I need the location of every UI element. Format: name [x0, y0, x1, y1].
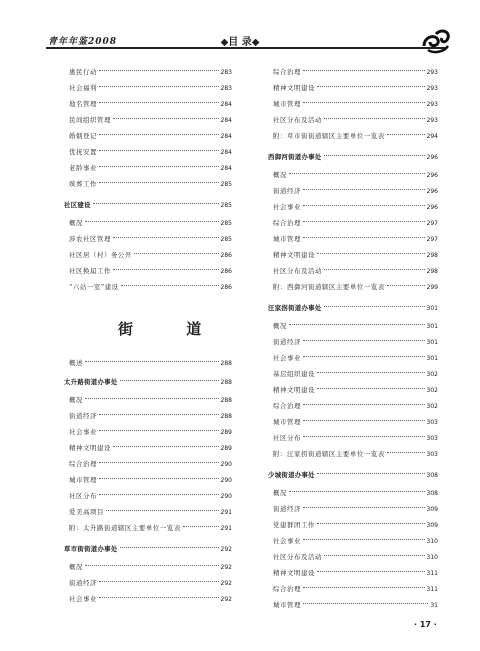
toc-page-number: 296: [426, 204, 438, 211]
toc-page-number: 286: [220, 268, 232, 275]
toc-entry-title: 城市管理: [273, 601, 301, 609]
toc-entry-title: 街道经济: [69, 579, 97, 587]
toc-page-number: 301: [426, 339, 438, 346]
dot-leader: [303, 507, 425, 508]
toc-page-number: 303: [426, 435, 438, 442]
toc-page-number: 292: [220, 564, 232, 571]
toc-entry: [64, 426, 232, 438]
toc-entry: [268, 201, 438, 213]
toc-page-number: 298: [426, 268, 438, 275]
toc-entry-title: 综合治理: [273, 219, 301, 227]
dot-leader: [99, 597, 219, 598]
toc-page-number: 290: [220, 493, 232, 500]
dot-leader: [324, 306, 425, 307]
toc-entry-title: 社区换届工作: [69, 267, 111, 275]
toc-page-number: 296: [426, 188, 438, 195]
dot-leader: [387, 285, 425, 286]
toc-entry-title: 附：汪家拐街道辖区主要单位一览表: [273, 450, 385, 458]
toc-page-number: 308: [426, 472, 438, 479]
dot-leader: [303, 420, 425, 421]
toc-entry-title: 综合治理: [273, 68, 301, 76]
toc-entry: [268, 535, 438, 547]
toc-entry: [64, 162, 232, 174]
toc-page-number: 303: [426, 451, 438, 458]
toc-entry-title: 概况: [273, 322, 287, 330]
toc-page-number: 283: [220, 69, 232, 76]
toc-page-number: 308: [426, 490, 438, 497]
toc-entry-title: 概述: [69, 359, 83, 367]
toc-entry-title: 概况: [69, 396, 83, 404]
toc-page-number: 284: [220, 149, 232, 156]
toc-entry-title: 精神文明建设: [273, 251, 315, 259]
dot-leader: [303, 102, 425, 103]
toc-entry: [268, 432, 438, 444]
dot-leader: [85, 361, 219, 362]
toc-page-number: 303: [426, 419, 438, 426]
toc-entry: [64, 357, 232, 369]
dot-leader: [317, 473, 425, 474]
toc-entry-title: 西御河街道办事处: [268, 153, 322, 161]
toc-entry: [64, 458, 232, 470]
toc-entry: [64, 233, 232, 245]
yearbook-title: 青年年鉴2008: [48, 37, 118, 47]
toc-page-number: 31: [430, 602, 438, 609]
toc-page-number: 288: [220, 413, 232, 420]
toc-page-number: 298: [426, 252, 438, 259]
toc-page-number: 301: [426, 355, 438, 362]
toc-entry-title: 党建群团工作: [273, 521, 315, 529]
toc-entry: [64, 98, 232, 110]
toc-entry-title: 概况: [273, 489, 287, 497]
toc-entry: [64, 490, 232, 502]
toc-entry: [268, 567, 438, 579]
dot-leader: [99, 182, 219, 183]
toc-entry-title: 街道经济: [69, 412, 97, 420]
toc-entry-title: 社区分布及活动: [273, 553, 322, 561]
toc-page-number: 301: [426, 305, 438, 312]
toc-entry: [64, 130, 232, 142]
dot-leader: [324, 118, 425, 119]
toc-page-number: 289: [220, 445, 232, 452]
toc-entry: [268, 448, 438, 460]
toc-section-heading: [268, 469, 438, 481]
toc-page-number: 291: [220, 509, 232, 516]
toc-entry-title: 城市管理: [273, 100, 301, 108]
dot-leader: [324, 269, 425, 270]
dot-leader: [99, 150, 219, 151]
toc-page-number: 309: [426, 506, 438, 513]
toc-entry-title: 民间组织管理: [69, 116, 111, 124]
toc-entry-title: 基层组织建设: [273, 370, 315, 378]
toc-entry: [64, 265, 232, 277]
dot-leader: [303, 603, 428, 604]
dot-leader: [99, 70, 219, 71]
toc-page-number: 286: [220, 252, 232, 259]
toc-page-number: 297: [426, 220, 438, 227]
dot-leader: [303, 205, 425, 206]
toc-entry-title: 少城街道办事处: [268, 471, 315, 479]
dot-leader: [303, 221, 425, 222]
toc-page-number: 302: [426, 403, 438, 410]
dot-leader: [113, 269, 219, 270]
dot-leader: [99, 494, 219, 495]
dot-leader: [85, 565, 219, 566]
toc-entry: [64, 577, 232, 589]
toc-section-heading: [268, 151, 438, 163]
toc-page-number: 311: [426, 586, 438, 593]
toc-entry: [64, 593, 232, 605]
toc-entry-title: 社区居（村）务公开: [69, 251, 132, 259]
toc-entry-title: 社会事业: [273, 354, 301, 362]
toc-entry-title: 婚姻登记: [69, 132, 97, 140]
toc-entry-title: 太升路街道办事处: [64, 378, 118, 386]
toc-entry: [64, 442, 232, 454]
toc-entry: [268, 114, 438, 126]
dot-leader: [99, 102, 219, 103]
toc-entry-title: 社会事业: [273, 203, 301, 211]
dot-leader: [106, 510, 219, 511]
dot-leader: [317, 86, 425, 87]
dot-leader: [317, 253, 425, 254]
toc-page-number: 299: [426, 284, 438, 291]
toc-page-number: 310: [426, 554, 438, 561]
toc-entry: [268, 217, 438, 229]
toc-page-number: 293: [426, 69, 438, 76]
toc-entry: [268, 503, 438, 515]
toc-entry: [64, 249, 232, 261]
toc-page-number: 296: [426, 172, 438, 179]
toc-entry-title: 惠民行动: [69, 68, 97, 76]
dot-leader: [120, 547, 219, 548]
toc-entry-title: 爱美高项目: [69, 508, 104, 516]
toc-page-number: 286: [220, 284, 232, 291]
toc-entry-title: 附：草市街街道辖区主要单位一览表: [273, 132, 385, 140]
toc-entry: [268, 169, 438, 181]
toc-entry-title: 社会福利: [69, 84, 97, 92]
dot-leader: [324, 155, 425, 156]
toc-entry: [64, 522, 232, 534]
toc-entry-title: 精神文明建设: [69, 444, 111, 452]
toc-section-heading: [268, 302, 438, 314]
toc-entry: [64, 410, 232, 422]
toc-entry-title: “六站一室”建设: [69, 283, 119, 291]
toc-entry-title: 社会事业: [69, 428, 97, 436]
toc-entry-title: 附：西御河街道辖区主要单位一览表: [273, 283, 385, 291]
dot-leader: [113, 446, 219, 447]
toc-entry-title: 概况: [273, 171, 287, 179]
dot-leader: [317, 388, 425, 389]
toc-page-number: 309: [426, 522, 438, 529]
toc-page-number: 302: [426, 387, 438, 394]
toc-entry-title: 综合治理: [273, 585, 301, 593]
toc-page-number: 290: [220, 461, 232, 468]
toc-entry: [64, 178, 232, 190]
dot-leader: [99, 478, 219, 479]
dot-leader: [303, 539, 425, 540]
toc-entry-title: 精神文明建设: [273, 84, 315, 92]
toc-entry: [268, 320, 438, 332]
toc-entry-title: 概况: [69, 219, 83, 227]
dot-leader: [183, 526, 219, 527]
toc-entry: [268, 185, 438, 197]
toc-entry: [64, 506, 232, 518]
dot-leader: [387, 134, 425, 135]
toc-page-number: 292: [220, 596, 232, 603]
toc-page-number: 289: [220, 429, 232, 436]
toc-page-number: 311: [426, 570, 438, 577]
toc-section-heading: [64, 199, 232, 211]
toc-page-number: 290: [220, 477, 232, 484]
dot-leader: [303, 340, 425, 341]
dot-leader: [99, 414, 219, 415]
toc-entry: [268, 416, 438, 428]
toc-entry: [268, 551, 438, 563]
toc-entry-title: 社区分布及活动: [273, 116, 322, 124]
toc-page-number: 296: [426, 154, 438, 161]
toc-entry: [268, 336, 438, 348]
toc-entry-title: 城市管理: [273, 418, 301, 426]
dot-leader: [303, 70, 425, 71]
toc-entry-title: 概况: [69, 563, 83, 571]
toc-entry: [64, 217, 232, 229]
dot-leader: [303, 404, 425, 405]
toc-entry: [64, 394, 232, 406]
toc-entry-title: 老龄事业: [69, 164, 97, 172]
toc-section-heading: [64, 376, 232, 388]
toc-page-number: 284: [220, 165, 232, 172]
dot-leader: [99, 134, 219, 135]
toc-entry: [268, 352, 438, 364]
dot-leader: [317, 571, 425, 572]
toc-entry-title: 殡葬工作: [69, 180, 97, 188]
toc-entry: [268, 368, 438, 380]
toc-page-number: 294: [426, 133, 438, 140]
toc-page-number: 297: [426, 236, 438, 243]
toc-entry-title: 综合治理: [273, 402, 301, 410]
dot-leader: [134, 253, 219, 254]
toc-entry: [268, 400, 438, 412]
toc-entry: [268, 519, 438, 531]
toc-entry-title: 社区分布: [69, 492, 97, 500]
dot-leader: [303, 436, 425, 437]
dot-leader: [303, 356, 425, 357]
toc-entry: [268, 384, 438, 396]
toc-entry-title: 城市管理: [273, 235, 301, 243]
dot-leader: [113, 118, 219, 119]
toc-entry: [64, 561, 232, 573]
toc-page-number: 301: [426, 323, 438, 330]
toc-entry: [268, 583, 438, 595]
dot-leader: [99, 166, 219, 167]
toc-page-number: 285: [220, 220, 232, 227]
toc-page-number: 285: [220, 181, 232, 188]
toc-page-number: 293: [426, 101, 438, 108]
toc-entry-title: 社区分布及活动: [273, 267, 322, 275]
toc-page-number: 283: [220, 85, 232, 92]
toc-entry: [64, 114, 232, 126]
dot-leader: [324, 555, 425, 556]
toc-page-number: 284: [220, 101, 232, 108]
dot-leader: [303, 189, 425, 190]
dot-leader: [85, 221, 219, 222]
toc-entry-title: 涉农社区管理: [69, 235, 111, 243]
toc-entry-title: 地名管理: [69, 100, 97, 108]
toc-page-number: 292: [220, 546, 232, 553]
toc-entry: [268, 281, 438, 293]
dot-leader: [289, 491, 425, 492]
dot-leader: [303, 237, 425, 238]
page-number: · 17 ·: [414, 620, 437, 629]
toc-entry: [64, 281, 232, 293]
toc-page-number: 285: [220, 236, 232, 243]
toc-entry-title: 社会事业: [69, 595, 97, 603]
toc-entry-title: 草市街街道办事处: [64, 545, 118, 553]
dot-leader: [317, 523, 425, 524]
toc-entry: [268, 233, 438, 245]
toc-entry-title: 街道经济: [273, 338, 301, 346]
toc-entry-title: 城市管理: [69, 476, 97, 484]
swirl-logo-icon: [420, 26, 452, 54]
toc-entry: [268, 265, 438, 277]
toc-page-number: 291: [220, 525, 232, 532]
toc-page-number: 302: [426, 371, 438, 378]
toc-page-number: 292: [220, 580, 232, 587]
toc-page-number: 288: [220, 379, 232, 386]
toc-page-number: 284: [220, 133, 232, 140]
toc-entry: [64, 474, 232, 486]
dot-leader: [113, 237, 219, 238]
dot-leader: [387, 452, 425, 453]
toc-entry-title: 社区分布: [273, 434, 301, 442]
toc-page-number: 293: [426, 117, 438, 124]
dot-leader: [93, 203, 219, 204]
toc-entry: [268, 130, 438, 142]
toc-entry: [268, 249, 438, 261]
toc-page-number: 288: [220, 360, 232, 367]
dot-leader: [121, 285, 219, 286]
toc-entry-title: 汪家拐街道办事处: [268, 304, 322, 312]
toc-entry-title: 精神文明建设: [273, 569, 315, 577]
toc-entry: [268, 82, 438, 94]
toc-entry-title: 社区建设: [64, 201, 91, 209]
dot-leader: [289, 173, 425, 174]
toc-page-number: 293: [426, 85, 438, 92]
toc-page-number: 288: [220, 397, 232, 404]
dot-leader: [303, 587, 425, 588]
toc-entry-title: 街道经济: [273, 505, 301, 513]
toc-entry: [64, 66, 232, 78]
toc-entry-title: 优抚安置: [69, 148, 97, 156]
toc-heading: ◆目 录◆: [220, 37, 260, 48]
toc-entry: [268, 66, 438, 78]
dot-leader: [289, 324, 425, 325]
toc-entry: [64, 82, 232, 94]
toc-entry-title: 精神文明建设: [273, 386, 315, 394]
dot-leader: [317, 372, 425, 373]
toc-entry: [268, 98, 438, 110]
toc-entry: [64, 146, 232, 158]
dot-leader: [99, 430, 219, 431]
dot-leader: [99, 86, 219, 87]
toc-section-heading: [64, 543, 232, 555]
toc-entry-title: 综合治理: [69, 460, 97, 468]
toc-entry: [268, 487, 438, 499]
dot-leader: [99, 462, 219, 463]
toc-page-number: 310: [426, 538, 438, 545]
dot-leader: [120, 380, 219, 381]
section-title: 街 道: [118, 320, 226, 338]
dot-leader: [99, 581, 219, 582]
dot-leader: [85, 398, 219, 399]
toc-entry-title: 社会事业: [273, 537, 301, 545]
toc-page-number: 284: [220, 117, 232, 124]
toc-page-number: 285: [220, 202, 232, 209]
toc-entry-title: 附：太升路街道辖区主要单位一览表: [69, 524, 181, 532]
toc-entry: [268, 599, 438, 611]
page-header: [0, 36, 480, 56]
toc-entry-title: 街道经济: [273, 187, 301, 195]
